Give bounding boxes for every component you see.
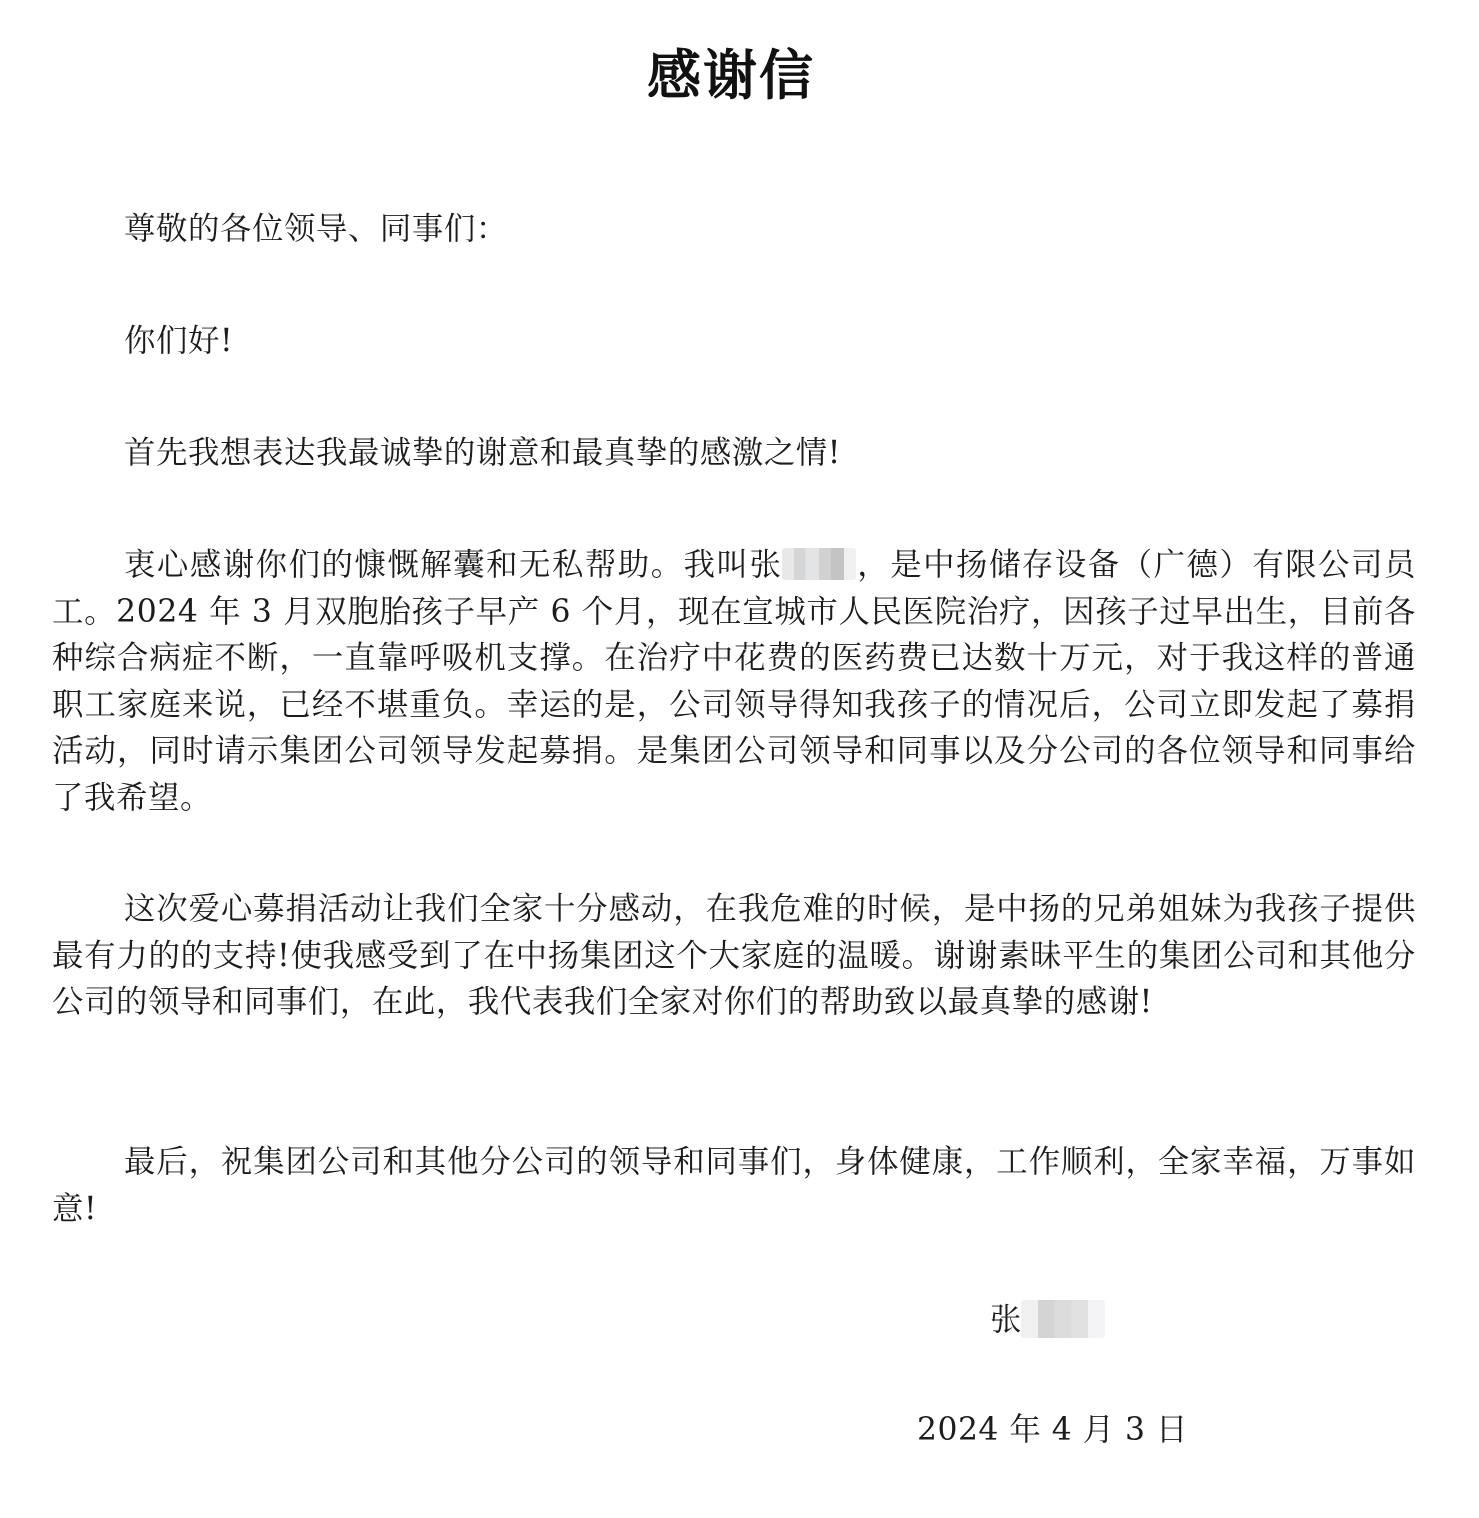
opening-paragraph: 首先我想表达我最诚挚的谢意和最真挚的感激之情!	[124, 435, 842, 471]
story-text-end: ，是中扬储存设备（广德）有限公司员工。2024 年 3 月双胞胎孩子早产 6 个月，现在宣城市人民医院治疗，因孩子过早出生，目前各种综合病症不断，一直靠呼吸机支撑。在治疗中花费的医药费已达数十万元，对于我这样的普通职工家庭来说，已经不堪重负。幸运的是，公司领导得知我孩子的情况后，公司立即发起了募捐活动，同时请示集团公司领导发起募捐。是集团公司领导和同事以及分公司的各位领导和同事给了我希望。	[52, 547, 1416, 816]
signature-date: 2024 年 4 月 3 日	[917, 1412, 1188, 1448]
body-paragraph-gratitude: 这次爱心募捐活动让我们全家十分感动，在我危难的时候，是中扬的兄弟姐妹为我孩子提供最有力的的支持!使我感受到了在中扬集团这个大家庭的温暖。谢谢素昧平生的集团公司和其他分公司的领导和同事们，在此，我代表我们全家对你们的帮助致以最真挚的感谢!	[52, 891, 1416, 1020]
greeting: 你们好!	[124, 323, 234, 359]
salutation: 尊敬的各位领导、同事们：	[124, 211, 508, 247]
redacted-signature-blur	[1021, 1300, 1105, 1338]
body-paragraph-story	[52, 542, 1416, 821]
story-text-start: 衷心感谢你们的慷慨解囊和无私帮助。我叫张	[124, 547, 783, 583]
letter-title: 感谢信	[647, 44, 815, 107]
signature-name	[990, 1297, 1105, 1343]
closing-paragraph: 最后，祝集团公司和其他分公司的领导和同事们，身体健康，工作顺利，全家幸福，万事如意!	[52, 1144, 1416, 1227]
redacted-name-blur	[782, 548, 856, 580]
signature-surname: 张	[990, 1302, 1022, 1338]
